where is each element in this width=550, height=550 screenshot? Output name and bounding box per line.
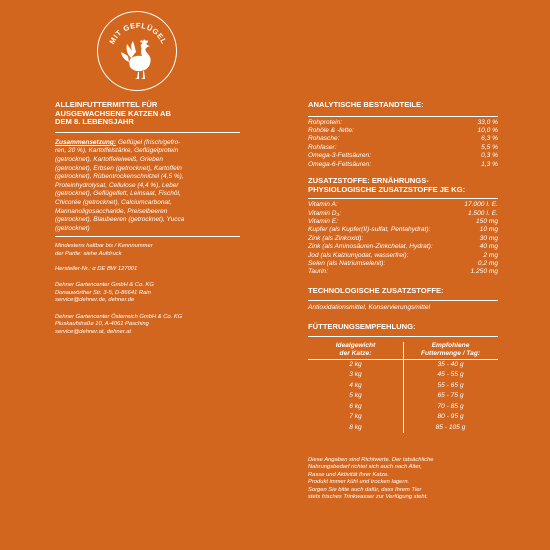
manufacturer-number: Hersteller-Nr.: α DE BW 127001 (55, 265, 138, 272)
analytic-heading: ANALYTISCHE BESTANDTEILE: (308, 100, 424, 109)
table-row: 5 kg 65 - 75 g (349, 392, 464, 400)
feeding-note: Diese Angaben sind Richtwerte. Der tatsächliche Nahrungsbedarf richtet sich auch nach Alter, Rasse und Aktivität Ihrer Katze. Produkt immer kühl und trocken lagern. Sorgen Sie bitte auch dafür, dass Ihrem Tier stets frisches Trinkwasser zur Verfügung steht. (308, 456, 434, 500)
feeding-heading: FÜTTERUNGSEMPFEHLUNG: (308, 321, 416, 331)
table-row: Selen (als Natriumselenit): 0,2 mg (308, 260, 498, 268)
address-at: Dehner Gartencenter Österreich GmbH & Co. KG Pluskaufstraße 10, A-4061 Pasching service@dehner.at, dehner.at (55, 313, 183, 336)
table-row: Omega-6-Fettsäuren: 1,3 % (308, 160, 498, 168)
table-row: Rohprotein: 33,0 % (308, 118, 498, 126)
additives-table (308, 201, 498, 277)
best-before: Mindestens haltbar bis / Kennnummer der Partie: siehe Aufdruck (55, 243, 153, 257)
divider (308, 336, 498, 337)
product-heading: ALLEINFUTTERMITTEL FÜR AUSGEWACHSENE KATZEN AB DEM 8. LEBENSJAHR (55, 100, 172, 127)
table-row: Vitamin A: 17.000 I. E. (308, 201, 498, 209)
weight-header: Idealgewicht der Katze: (335, 342, 376, 358)
poultry-badge (97, 11, 177, 91)
left-column (55, 101, 240, 337)
table-row: Jod (als Kalziumjodat, wasserfrei): 2 mg (308, 251, 498, 259)
address-de: Dehner Gartencenter GmbH & Co. KG Donauwörther Str. 3-5, D-86641 Rain service@dehner.de, dehner.de (55, 282, 154, 304)
table-row: 8 kg 85 - 105 g (349, 423, 466, 431)
badge-graphic (98, 12, 178, 92)
table-row: 4 kg 55 - 65 g (349, 381, 464, 389)
composition: Zusammensetzung: Geflügel (frisch/gefro- ren, 20 %), Kartoffelstärke, Geflügelprotein (getrocknet), Kartoffeleiweiß, Grieben (getrocknet), Erbsen (getrocknet), Kartoffeln (getrocknet), Rübentrockenschnitzel (4,5 %), Proteinhydrolysat, Cellulose (4,4 %), Leber (getrocknet), Geflügelfett, Leinsaat, Fischöl, Chicorée (getrocknet), Calciumcarbonat, Mannanoligosaccharide, Preiselbeeren (getrocknet), Blaubeeren (getrocknet), Yucca (getrocknet) (55, 138, 185, 232)
table-row: Taurin: 1.250 mg (308, 268, 498, 276)
table-row: 3 kg 45 - 55 g (349, 371, 464, 379)
table-row: Zink (als Zinkoxid): 30 mg (308, 234, 498, 242)
feeding-table (308, 342, 498, 432)
column-divider (403, 342, 404, 432)
table-row: Vitamin E: 150 mg (308, 218, 498, 226)
badge-text: MIT GEFLÜGEL (107, 20, 169, 46)
amount-header: Empfohlene Futtermenge / Tag: (420, 342, 481, 358)
table-row: Rohasche: 6,3 % (308, 135, 498, 143)
right-column (308, 101, 498, 501)
table-row: 6 kg 70 - 85 g (349, 402, 464, 410)
table-row: Omega-3-Fettsäuren: 0,3 % (308, 152, 498, 160)
rooster-icon (121, 40, 151, 80)
table-row: 2 kg 35 - 40 g (349, 361, 464, 369)
divider (55, 236, 240, 237)
divider (308, 300, 498, 301)
tech-heading: TECHNOLOGISCHE ZUSATZSTOFFE: (308, 285, 444, 295)
table-row: 7 kg 80 - 95 g (349, 413, 464, 421)
divider (308, 198, 498, 199)
tech-text: Antioxidationsmittel, Konservierungsmittel (308, 304, 431, 312)
table-row: Rohfaser: 5,5 % (308, 143, 498, 151)
analytic-table (308, 119, 498, 169)
svg-text:MIT GEFLÜGEL (107, 21, 168, 46)
table-row: Vitamin D₃: 1.500 I. E. (308, 209, 498, 217)
table-row: Rohöle & -fette: 10,0 % (308, 127, 498, 134)
composition-label: Zusammensetzung: (55, 138, 117, 146)
table-row: Kupfer (als Kupfer(II)-sulfat, Pentahydrat): 10 mg (308, 226, 498, 234)
table-row: Zink (als Aminosäuren-Zinkchelat, Hydrat): 40 mg (308, 243, 498, 251)
additives-heading: ZUSATZSTOFFE: ERNÄHRUNGS- PHYSIOLOGISCHE ZUSATZSTOFFE JE KG: (308, 176, 466, 194)
divider (308, 116, 498, 117)
divider (55, 132, 240, 133)
